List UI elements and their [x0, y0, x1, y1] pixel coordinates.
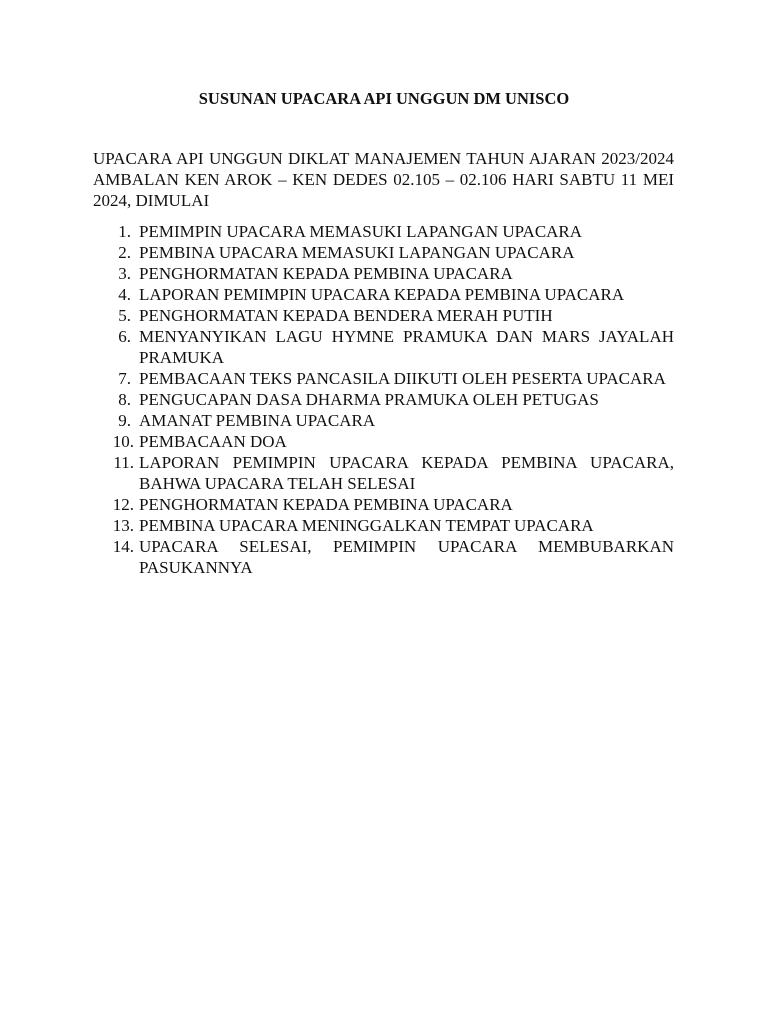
list-item-number: 12.: [112, 495, 134, 514]
list-item-text: LAPORAN PEMIMPIN UPACARA KEPADA PEMBINA UPACARA, BAHWA UPACARA TELAH SELESAI: [139, 453, 674, 493]
list-item-text: PENGHORMATAN KEPADA PEMBINA UPACARA: [139, 264, 513, 283]
list-item-text: PENGHORMATAN KEPADA PEMBINA UPACARA: [139, 495, 513, 514]
list-item-number: 7.: [118, 369, 131, 388]
list-item-number: 8.: [118, 390, 131, 409]
list-item-number: 10.: [112, 432, 134, 451]
list-item: [93, 263, 674, 284]
list-item-number: 9.: [118, 411, 131, 430]
list-item-text: PEMBINA UPACARA MENINGGALKAN TEMPAT UPACARA: [139, 516, 594, 535]
list-item-text: PENGHORMATAN KEPADA BENDERA MERAH PUTIH: [139, 306, 553, 325]
list-item-text: PEMBINA UPACARA MEMASUKI LAPANGAN UPACARA: [139, 243, 575, 262]
list-item: [93, 368, 674, 389]
list-item-number: 13.: [112, 516, 134, 535]
list-item: [93, 494, 674, 515]
intro-paragraph: UPACARA API UNGGUN DIKLAT MANAJEMEN TAHUN AJARAN 2023/2024 AMBALAN KEN AROK – KEN DEDES 02.105 – 02.106 HARI SABTU 11 MEI 2024, DIMULAI: [93, 149, 674, 210]
list-item: [93, 452, 674, 494]
list-item: [93, 431, 674, 452]
list-item: [93, 536, 674, 578]
list-item: [93, 242, 674, 263]
list-item-text: PEMBACAAN TEKS PANCASILA DIIKUTI OLEH PESERTA UPACARA: [139, 369, 666, 388]
list-item-text: AMANAT PEMBINA UPACARA: [139, 411, 376, 430]
list-item-number: 6.: [118, 327, 131, 346]
list-item-text: MENYANYIKAN LAGU HYMNE PRAMUKA DAN MARS JAYALAH PRAMUKA: [139, 327, 674, 367]
list-item-number: 11.: [113, 453, 134, 472]
document-title: SUSUNAN UPACARA API UNGGUN DM UNISCO: [198, 89, 570, 108]
list-item-text: PENGUCAPAN DASA DHARMA PRAMUKA OLEH PETUGAS: [139, 390, 599, 409]
ceremony-list: [93, 221, 674, 578]
list-item-text: LAPORAN PEMIMPIN UPACARA KEPADA PEMBINA UPACARA: [139, 285, 625, 304]
list-item: [93, 284, 674, 305]
list-item: [93, 221, 674, 242]
list-item-text: PEMBACAAN DOA: [139, 432, 287, 451]
list-item-text: PEMIMPIN UPACARA MEMASUKI LAPANGAN UPACARA: [139, 222, 583, 241]
list-item: [93, 326, 674, 368]
list-item: [93, 410, 674, 431]
list-item-number: 14.: [112, 537, 134, 556]
list-item-number: 1.: [118, 222, 131, 241]
list-item-number: 5.: [118, 306, 131, 325]
list-item-number: 3.: [118, 264, 131, 283]
list-item-number: 2.: [118, 243, 131, 262]
list-item-number: 4.: [118, 285, 131, 304]
list-item-text: UPACARA SELESAI, PEMIMPIN UPACARA MEMBUBARKAN PASUKANNYA: [139, 537, 674, 577]
list-item: [93, 389, 674, 410]
list-item: [93, 305, 674, 326]
list-item: [93, 515, 674, 536]
